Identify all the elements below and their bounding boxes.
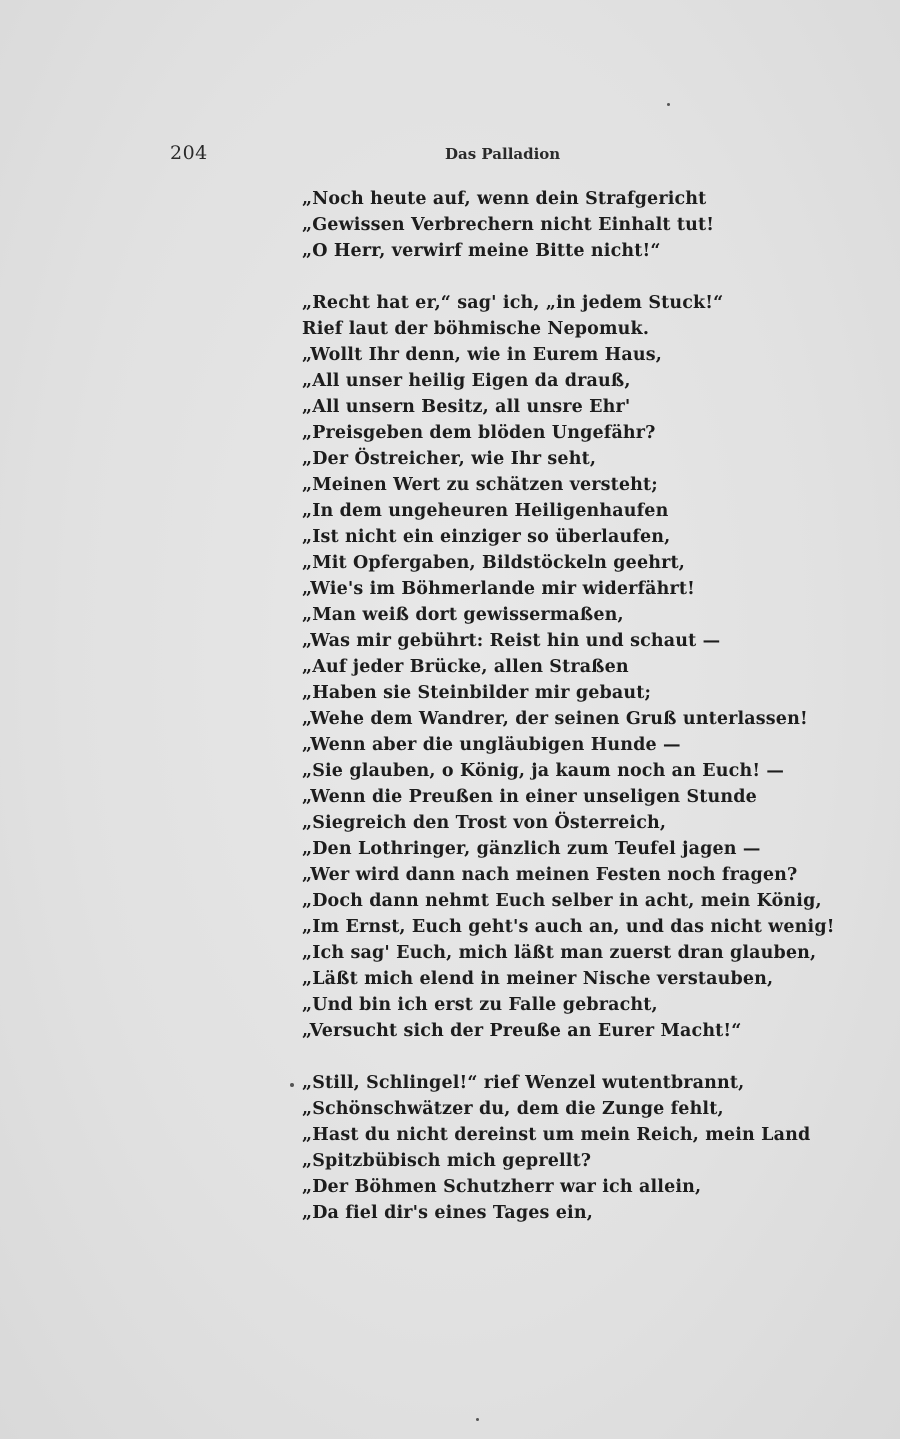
verse-line: „Sie glauben, o König, ja kaum noch an Euch! — [302, 761, 785, 781]
verse-line: „Wollt Ihr denn, wie in Eurem Haus, [302, 345, 662, 365]
verse-line: „In dem ungeheuren Heiligenhaufen [302, 501, 669, 521]
verse-line: „Läßt mich elend in meiner Nische verstauben, [302, 969, 774, 989]
verse-line: „Versucht sich der Preuße an Eurer Macht!“ [302, 1021, 742, 1041]
speck-mark [476, 1418, 479, 1421]
verse-line: „Wer wird dann nach meinen Festen noch fragen? [302, 865, 798, 885]
verse-line: „Still, Schlingel!“ rief Wenzel wutentbrannt, [302, 1073, 745, 1093]
verse-line: „Was mir gebührt: Reist hin und schaut — [302, 631, 721, 651]
verse-line: „Recht hat er,“ sag' ich, „in jedem Stuck!“ [302, 293, 724, 313]
verse-line: „Man weiß dort gewissermaßen, [302, 605, 624, 625]
verse-line: „Spitzbübisch mich geprellt? [302, 1151, 592, 1171]
verse-line: „Wenn die Preußen in einer unseligen Stunde [302, 787, 757, 807]
running-title: Das Palladion [445, 145, 561, 163]
verse-line: „Der Östreicher, wie Ihr seht, [302, 449, 597, 469]
verse-line: „Und bin ich erst zu Falle gebracht, [302, 995, 658, 1015]
verse-line: „Schönschwätzer du, dem die Zunge fehlt, [302, 1099, 724, 1119]
verse-line: „Ist nicht ein einziger so überlaufen, [302, 527, 671, 547]
poem [302, 186, 892, 1226]
verse-line: „Hast du nicht dereinst um mein Reich, mein Land [302, 1125, 811, 1145]
stanza [302, 290, 892, 1044]
verse-line: „Wenn aber die ungläubigen Hunde — [302, 735, 681, 755]
verse-line: „O Herr, verwirf meine Bitte nicht!“ [302, 241, 661, 261]
verse-line: „Wie's im Böhmerlande mir widerfährt! [302, 579, 695, 599]
verse-line: „Ich sag' Euch, mich läßt man zuerst dran glauben, [302, 943, 817, 963]
verse-line: „All unsern Besitz, all unsre Ehr' [302, 397, 631, 417]
verse-line: „Gewissen Verbrechern nicht Einhalt tut! [302, 215, 715, 235]
speck-mark [290, 1083, 294, 1087]
verse-line: „Siegreich den Trost von Österreich, [302, 813, 667, 833]
verse-line: „Preisgeben dem blöden Ungefähr? [302, 423, 656, 443]
verse-line: „Im Ernst, Euch geht's auch an, und das nicht wenig! [302, 917, 835, 937]
verse-line: „Meinen Wert zu schätzen versteht; [302, 475, 658, 495]
verse-line: „Da fiel dir's eines Tages ein, [302, 1203, 593, 1223]
page-number: 204 [170, 142, 208, 164]
verse-line: „Haben sie Steinbilder mir gebaut; [302, 683, 652, 703]
verse-line: „Mit Opfergaben, Bildstöckeln geehrt, [302, 553, 685, 573]
verse-line: Rief laut der böhmische Nepomuk. [302, 319, 650, 339]
stanza [302, 1070, 892, 1226]
verse-line: „Doch dann nehmt Euch selber in acht, mein König, [302, 891, 822, 911]
stanza [302, 186, 892, 264]
verse-line: „All unser heilig Eigen da drauß, [302, 371, 631, 391]
verse-line: „Den Lothringer, gänzlich zum Teufel jagen — [302, 839, 761, 859]
verse-line: „Wehe dem Wandrer, der seinen Gruß unterlassen! [302, 709, 808, 729]
verse-line: „Der Böhmen Schutzherr war ich allein, [302, 1177, 702, 1197]
verse-line: „Noch heute auf, wenn dein Strafgericht [302, 189, 707, 209]
speck-mark [667, 103, 670, 106]
verse-line: „Auf jeder Brücke, allen Straßen [302, 657, 629, 677]
